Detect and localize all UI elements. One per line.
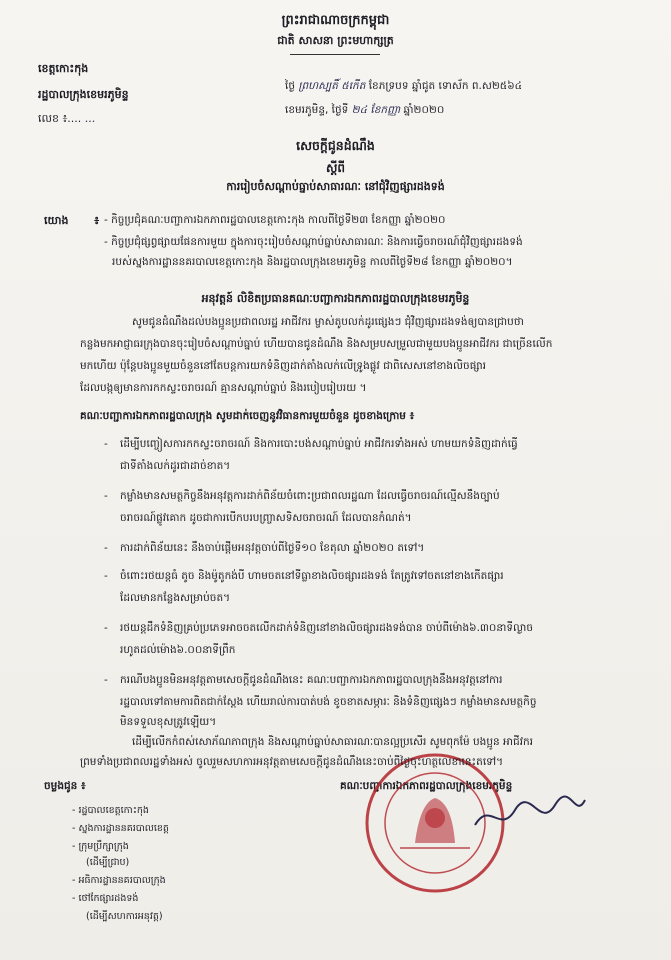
bullet-dash: -: [104, 622, 108, 634]
lunar-date-suffix: ខែភទ្របទ ឆ្នាំជូត ទោស័ក ព.ស២៥៦៤: [368, 80, 523, 92]
measure-line: ការដាក់ពិន័យនេះ នឹងចាប់ផ្តើមអនុវត្តចាប់ពីថ្ងៃទី១០ ខែតុលា ឆ្នាំ២០២០ តទៅ។: [120, 542, 425, 554]
intro-heading: អនុវត្តន៍ លិខិតប្រធានគណៈបញ្ជាការឯកភាពរដ្ឋបាលក្រុងខេមរភូមិន្ទ: [201, 292, 470, 305]
cc-item: - រដ្ឋបាលខេត្តកោះកុង: [72, 805, 149, 816]
document-about: ស្តីពី: [325, 161, 346, 175]
cc-item: (ដើម្បីសហការអនុវត្ត): [86, 911, 163, 922]
reference-item: - កិច្ចប្រជុំផ្សព្វផ្សាយផែនការមួយ ក្នុងការចុះរៀបចំសណ្តាប់ធ្នាប់សាធារណៈ និងការធ្វើចរាចរណ៍ជុំវិញផ្សារដងទង់: [104, 236, 523, 248]
kingdom-header: ព្រះរាជាណាចក្រកម្ពុជា: [281, 13, 390, 28]
closing-line: ដើម្បីលើកកំពស់សោភ័ណភាពក្រុង និងសណ្តាប់ធ្នាប់សាធារណៈបានល្អប្រសើរ សូមពុកម៉ែ បងប្អូន អាជីវករ: [132, 736, 533, 748]
admin-name: រដ្ឋបាលក្រុងខេមរភូមិន្ទ: [38, 88, 129, 101]
lunar-date-prefix: ថ្ងៃ: [285, 80, 295, 92]
solar-date: [285, 104, 444, 119]
signature-title: គណៈបញ្ជាការឯកភាពរដ្ឋបាលក្រុងខេមរភូមិន្ទ: [340, 780, 513, 792]
reference-item: របស់ស្នងការដ្ឋាននគរបាលខេត្តកោះកុង និងរដ្ឋបាលក្រុងខេមរភូមិន្ទ កាលពីថ្ងៃទី២៨ ខែកញ្ញា ឆ្នាំ២០២០។: [112, 256, 513, 268]
motto-ornament: [290, 54, 380, 55]
national-motto: ជាតិ សាសនា ព្រះមហាក្សត្រ: [277, 34, 394, 47]
measure-line: ចំពោះរថយន្តធំ តូច និងម៉ូតូកង់បី ហាមចតនៅទីធ្លាខាងលិចផ្សារដងទង់ តែត្រូវទៅចតនៅខាងកើតផ្សារ: [120, 570, 504, 582]
closing-line: ព្រមទាំងប្រជាពលរដ្ឋទាំងអស់ ចូលរួមសហការអនុវត្តតាមសេចក្តីជូនដំណឹងនេះចាប់ពីថ្ងៃចុះហត្ថលេខានេះតទៅ។: [80, 756, 504, 768]
document-number: [38, 112, 95, 128]
body-line: កន្លងមកអាជ្ញាធរក្រុងបានចុះរៀបចំសណ្តាប់ធ្នាប់ ហើយបានជូនដំណឹង និងសម្របសម្រួលជាមួយបងប្អូនអាជីវករ ជាច្រើនលើក: [80, 338, 553, 350]
lunar-date: [285, 80, 522, 95]
solar-year: ឆ្នាំ២០២០: [403, 104, 445, 116]
cc-item: (ដើម្បីជ្រាប): [86, 857, 130, 868]
document-subject: ការរៀបចំសណ្តាប់ធ្នាប់សាធារណៈ នៅជុំវិញផ្សារដងទង់: [226, 180, 445, 193]
measure-line: មិនទទួលខុសត្រូវឡើយ។: [120, 716, 217, 728]
bullet-dash: -: [104, 570, 108, 582]
measure-line: រហូតដល់ម៉ោង៦.០០នាទីព្រឹក: [120, 644, 236, 656]
cc-item: - ស្នងការដ្ឋាននគរបាលខេត្ត: [72, 823, 169, 834]
solar-date-prefix: ខេមរភូមិន្ទ, ថ្ងៃទី: [285, 104, 349, 116]
measure-line: ដែលមានកន្លែងសម្រាប់ចត។: [120, 592, 231, 604]
body-line: មកហើយ ប៉ុន្តែបងប្អូនមួយចំនួននៅតែបន្តការយកទំនិញដាក់តាំងលក់លើទ្រូងផ្លូវ ជាពិសេសនៅខាងលិចផ្សារ: [80, 360, 487, 372]
measure-line: រថយន្តដឹកទំនិញគ្រប់ប្រភេទអាចចតលើកដាក់ទំនិញនៅខាងលិចផ្សារដងទង់បាន ចាប់ពីម៉ោង៦.៣០នាទីល្ងាច: [120, 622, 533, 634]
bullet-dash: -: [104, 490, 108, 502]
cc-item: - អធិការដ្ឋាននគរបាលក្រុង: [72, 875, 166, 886]
cc-item: - ក្រុមប្រឹក្សាក្រុង: [72, 841, 129, 852]
measure-line: ករណីបងប្អូនមិនអនុវត្តតាមសេចក្តីជូនដំណឹងនេះ គណៈបញ្ជាការឯកភាពរដ្ឋបាលក្រុងនឹងអនុវត្តនៅការ: [120, 674, 503, 686]
reference-item: - កិច្ចប្រជុំគណៈបញ្ជាការឯកភាពរដ្ឋបាលខេត្តកោះកុង កាលពីថ្ងៃទី២៣ ខែកញ្ញា ឆ្នាំ២០២០: [104, 214, 446, 226]
lunar-date-handwritten: ព្រហស្បតិ៍ ៥កើត: [298, 80, 366, 92]
signature-icon: [470, 790, 590, 840]
bullet-dash: -: [104, 438, 108, 450]
measure-line: ចរាចរណ៍ផ្លូវគោក ដូចជាការបើកបរបញ្ច្រាសទិសចរាចរណ៍ ដែលបានកំណត់។: [120, 512, 412, 524]
reference-label-text: យោង: [44, 214, 69, 227]
measure-line: ជាទីតាំងលក់ដូរជាដាច់ខាត។: [120, 460, 231, 472]
cc-item: - ថៅកែផ្សារដងទង់: [72, 893, 139, 904]
solar-day: ២៤: [351, 104, 368, 116]
reference-label: [44, 214, 99, 230]
document-title: សេចក្តីជូនដំណឹង: [296, 138, 375, 153]
bullet-dash: -: [104, 542, 108, 554]
body-line: សូមជូនដំណឹងដល់បងប្អូនប្រជាពលរដ្ឋ អាជីវករ ម្ចាស់តូបលក់ដូរផ្សេងៗ ជុំវិញផ្សារដងទង់ឲ្យបានជ្រាបថា: [132, 316, 524, 328]
cc-label: ចម្លងជូន ៖: [44, 780, 86, 792]
solar-month: ខែកញ្ញា: [370, 104, 401, 116]
number-prefix: លេខ ៖....: [38, 112, 82, 125]
province-name: ខេត្តកោះកុង: [38, 62, 89, 75]
bullet-dash: -: [104, 674, 108, 686]
reference-colon: ៖: [94, 214, 100, 227]
body-line: ដែលបង្កឲ្យមានការកកស្ទះចរាចរណ៍ គ្មានសណ្តាប់ធ្នាប់ និងរបៀបរៀបរយ ។: [80, 382, 367, 394]
measure-line: រដ្ឋបាលទៅតាមការពិតជាក់ស្តែង ហើយរាល់ការបាត់បង់ ខូចខាតសម្ភារៈ និងទំនិញផ្សេងៗ កម្លាំងមានសមត្ថកិច្ច: [120, 696, 537, 708]
measure-line: កម្លាំងមានសមត្ថកិច្ចនឹងអនុវត្តការដាក់ពិន័យចំពោះប្រជាពលរដ្ឋណា ដែលធ្វើចរាចរណ៍ល្មើសនឹងច្បាប់: [120, 490, 500, 502]
measure-line: ដើម្បីបញ្ចៀសការកកស្ទះចរាចរណ៍ និងការបោះបង់សណ្តាប់ធ្នាប់ អាជីវករទាំងអស់ ហាមយកទំនិញដាក់ធ្វើ: [120, 438, 518, 450]
committee-heading: គណៈបញ្ជាការឯកភាពរដ្ឋបាលក្រុង សូមដាក់ចេញនូវវិធានការមួយចំនួន ដូចខាងក្រោម ៖: [80, 410, 415, 422]
number-value: ...: [84, 112, 96, 125]
